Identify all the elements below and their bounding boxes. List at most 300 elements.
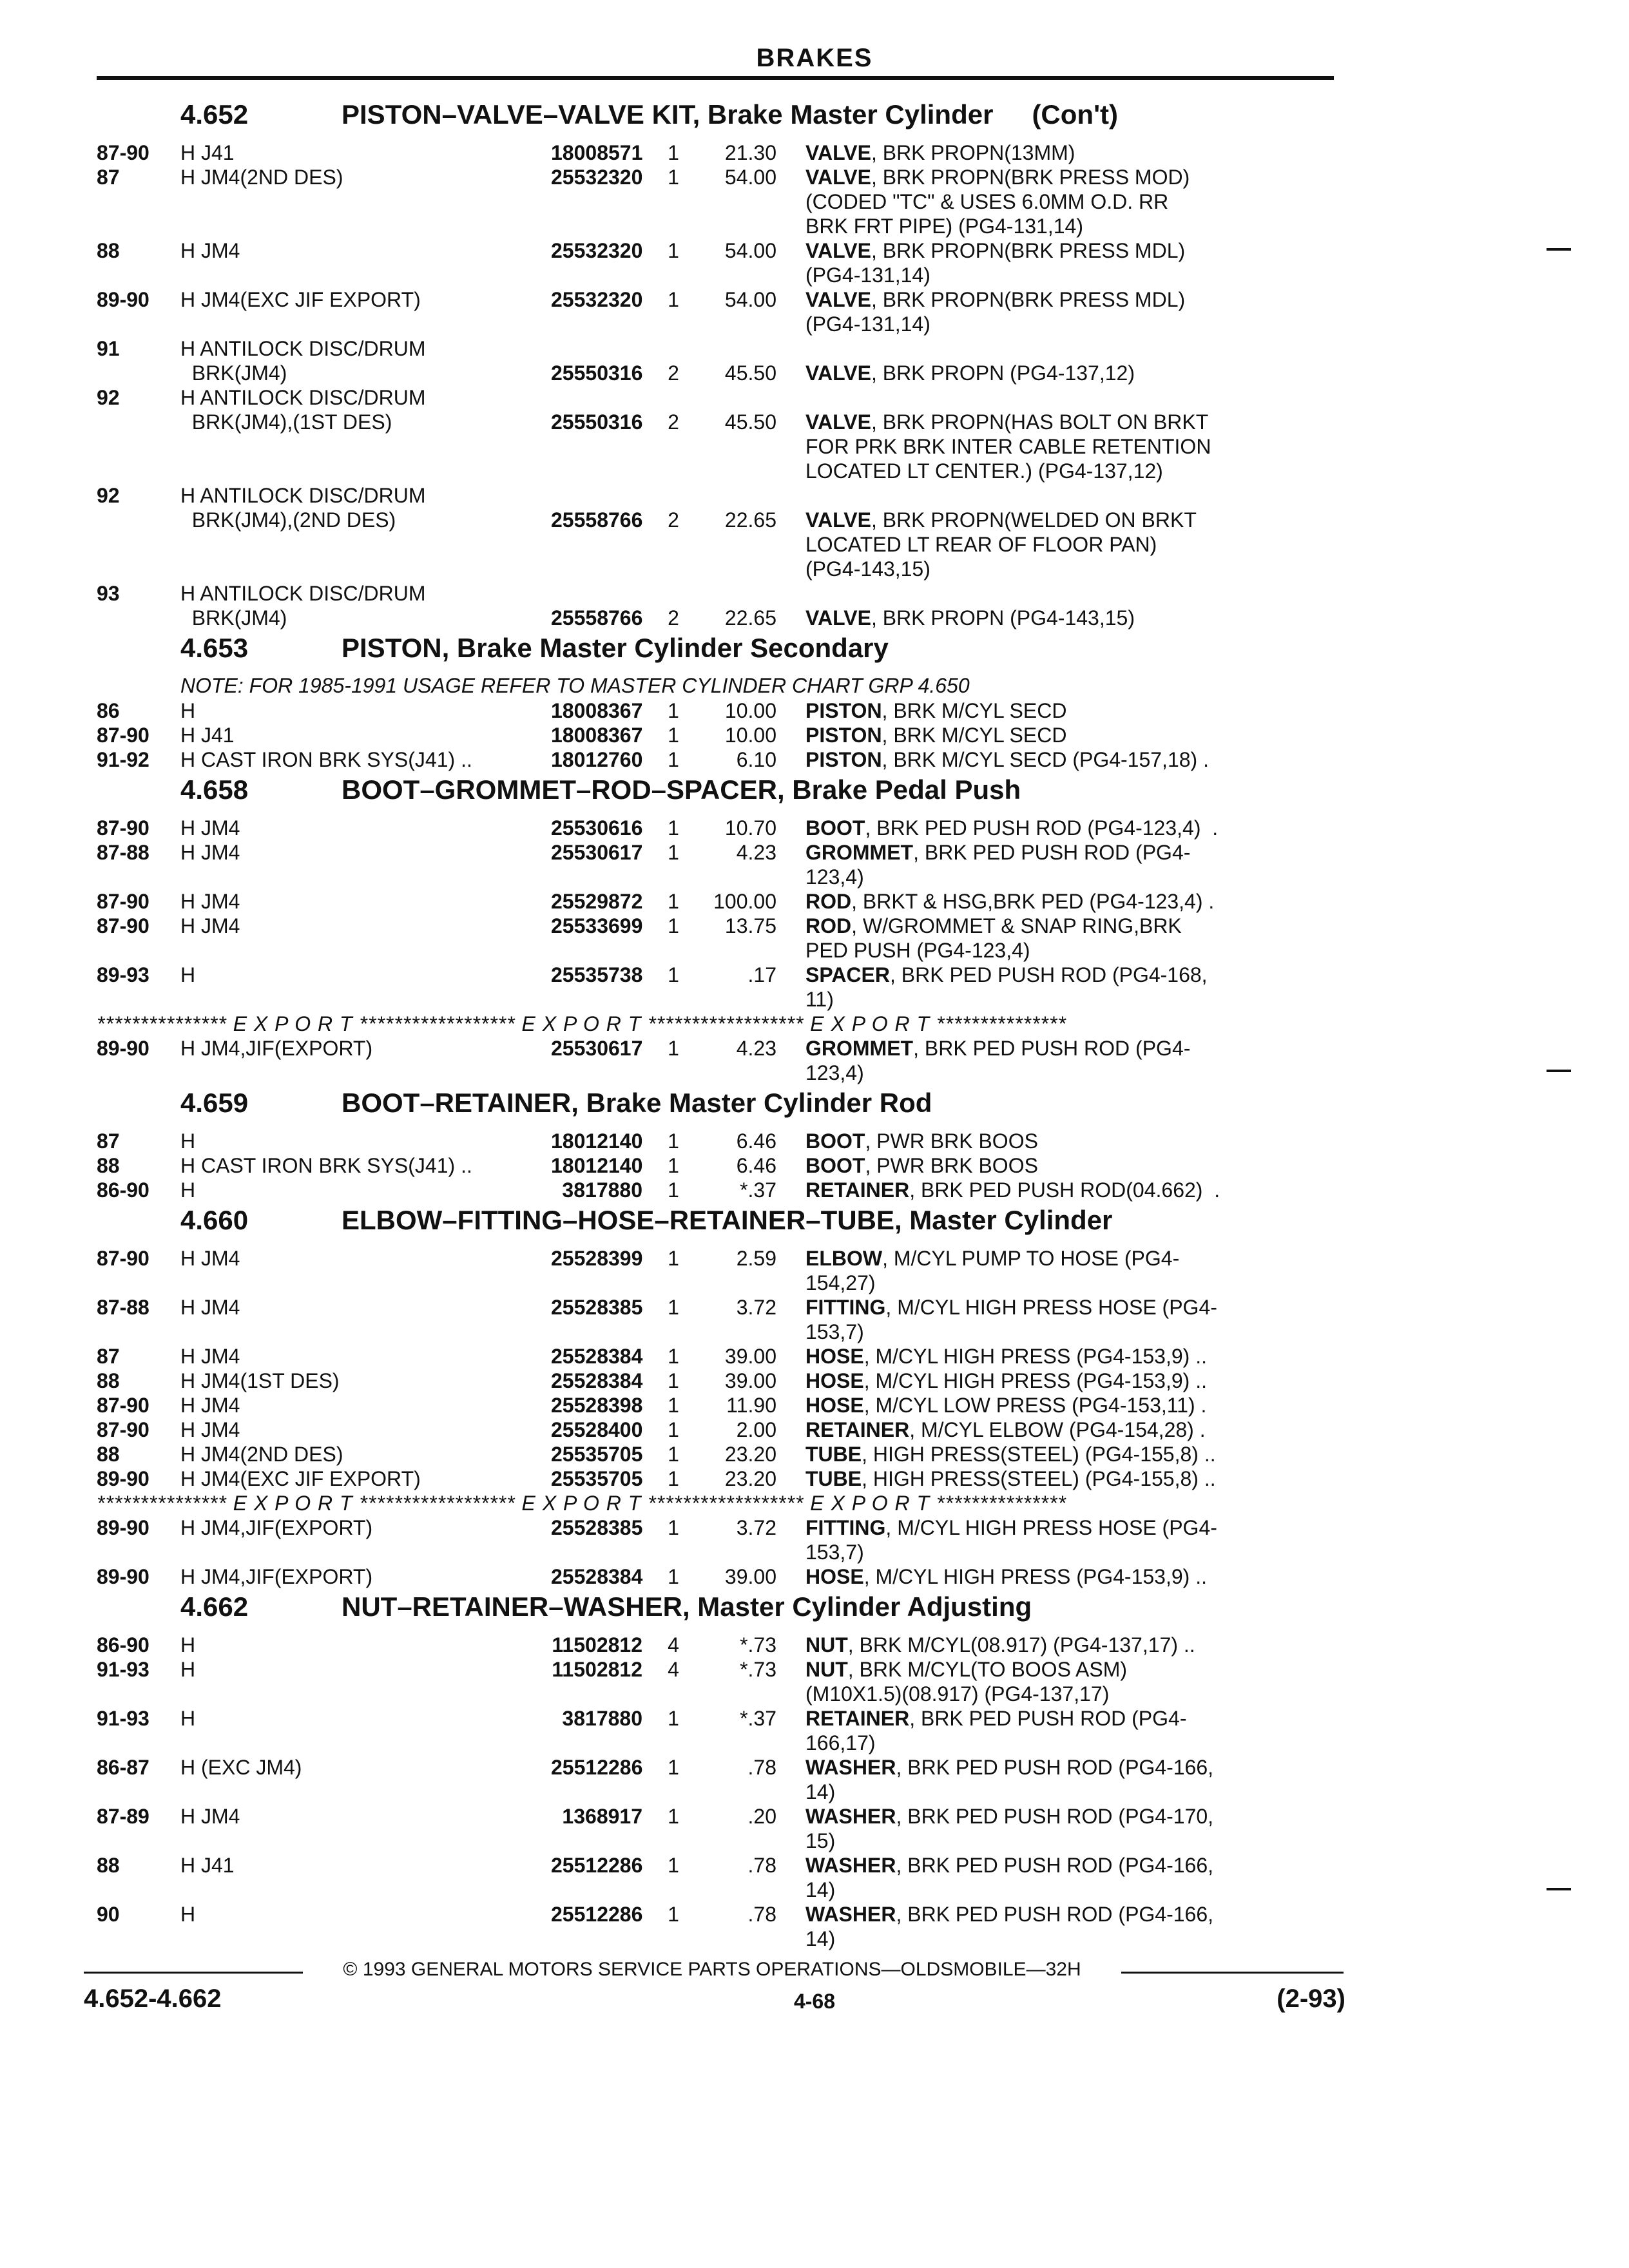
table-row xyxy=(97,1178,1337,1202)
model-years: 91-92 xyxy=(97,748,149,771)
scan-mark xyxy=(1547,1070,1571,1072)
description-keyword: ROD xyxy=(805,890,852,913)
description xyxy=(805,508,1282,581)
description-keyword: WASHER xyxy=(805,1805,896,1828)
quantity: 1 xyxy=(668,1296,679,1319)
description-line xyxy=(805,1418,1282,1442)
table-row xyxy=(97,1804,1337,1853)
description-line xyxy=(805,1369,1282,1393)
description-keyword: NUT xyxy=(805,1633,848,1657)
quantity: 1 xyxy=(668,1805,679,1828)
description-keyword: ROD xyxy=(805,914,852,937)
description-line xyxy=(805,214,1282,238)
section-header xyxy=(97,772,1337,816)
description-line xyxy=(805,1780,1282,1804)
description xyxy=(805,1515,1282,1564)
price: 6.10 xyxy=(736,748,776,771)
application: BRK(JM4),(1ST DES) xyxy=(180,410,392,434)
part-number: 25550316 xyxy=(551,410,643,434)
table-row xyxy=(97,385,1337,410)
section-number: 4.660 xyxy=(180,1205,249,1235)
description-line xyxy=(805,938,1282,963)
price: 21.30 xyxy=(724,141,776,164)
description-line xyxy=(805,1271,1282,1295)
application: H JM4(2ND DES) xyxy=(180,1443,343,1466)
description-line xyxy=(805,914,1282,938)
application: BRK(JM4),(2ND DES) xyxy=(180,508,396,532)
part-number: 25535738 xyxy=(551,963,643,986)
description-line xyxy=(805,1927,1282,1951)
quantity: 1 xyxy=(668,890,679,913)
price: 45.50 xyxy=(724,410,776,434)
application: H JM4 xyxy=(180,816,240,840)
price: .17 xyxy=(747,963,776,986)
description-keyword: VALVE xyxy=(805,239,871,262)
part-number: 18012760 xyxy=(551,748,643,771)
description-text: , BRK PROPN(BRK PRESS MDL) xyxy=(871,239,1186,262)
table-row xyxy=(97,1295,1337,1344)
description xyxy=(805,606,1282,630)
description-text: , BRK M/CYL SECD xyxy=(882,724,1067,747)
description xyxy=(805,1633,1282,1657)
description-text: , BRK PROPN(BRK PRESS MDL) xyxy=(871,288,1186,311)
application: H CAST IRON BRK SYS(J41) .. xyxy=(180,748,472,771)
application: H JM4 xyxy=(180,1247,240,1270)
application: H xyxy=(180,963,196,986)
description-text: , BRK PED PUSH ROD (PG4- xyxy=(913,841,1191,864)
description-line xyxy=(805,1466,1282,1491)
table-row xyxy=(97,1853,1337,1902)
description xyxy=(805,1418,1282,1442)
description-text: , PWR BRK BOOS xyxy=(865,1129,1038,1153)
description xyxy=(805,1393,1282,1418)
quantity: 1 xyxy=(668,239,679,262)
quantity: 1 xyxy=(668,1247,679,1270)
description xyxy=(805,840,1282,889)
quantity: 1 xyxy=(668,1178,679,1202)
price: 10.00 xyxy=(724,699,776,722)
model-years: 87-90 xyxy=(97,816,149,840)
quantity: 1 xyxy=(668,1154,679,1177)
section-number: 4.658 xyxy=(180,774,249,805)
description-line xyxy=(805,1295,1282,1320)
section-header xyxy=(97,1085,1337,1129)
application: H J41 xyxy=(180,141,235,164)
description-text: 14) xyxy=(805,1878,836,1901)
description-text: 15) xyxy=(805,1829,836,1852)
table-row xyxy=(97,606,1337,630)
table-row xyxy=(97,1036,1337,1085)
price: 2.00 xyxy=(736,1418,776,1441)
description xyxy=(805,889,1282,914)
quantity: 1 xyxy=(668,816,679,840)
description-line xyxy=(805,1540,1282,1564)
table-row xyxy=(97,165,1337,238)
application: H JM4 xyxy=(180,914,240,937)
description-text: 123,4) xyxy=(805,865,864,889)
description-text: , W/GROMMET & SNAP RING,BRK xyxy=(851,914,1182,937)
section-note: NOTE: FOR 1985-1991 USAGE REFER TO MASTER CYLINDER CHART GRP 4.650 xyxy=(180,674,970,697)
model-years: 87-90 xyxy=(97,1247,149,1270)
description-keyword: ELBOW xyxy=(805,1247,883,1270)
description-line xyxy=(805,1320,1282,1344)
application: H xyxy=(180,1707,196,1730)
description-line xyxy=(805,1902,1282,1927)
part-number: 25535705 xyxy=(551,1467,643,1490)
description-keyword: FITTING xyxy=(805,1516,886,1539)
description-line xyxy=(805,1657,1282,1682)
part-number: 18012140 xyxy=(551,1154,643,1177)
part-number: 25528398 xyxy=(551,1394,643,1417)
description-text: , BRKT & HSG,BRK PED (PG4-123,4) . xyxy=(851,890,1215,913)
description xyxy=(805,1344,1282,1369)
description xyxy=(805,1036,1282,1085)
description-text: , M/CYL HIGH PRESS (PG4-153,9) .. xyxy=(863,1369,1207,1392)
table-row xyxy=(97,1902,1337,1951)
description xyxy=(805,1853,1282,1902)
description xyxy=(805,698,1282,723)
description-text: 11) xyxy=(805,988,834,1011)
part-number: 25528384 xyxy=(551,1345,643,1368)
price: 54.00 xyxy=(724,239,776,262)
price: *.37 xyxy=(740,1178,776,1202)
description-keyword: BOOT xyxy=(805,1154,865,1177)
section-title: BOOT–RETAINER, Brake Master Cylinder Rod xyxy=(342,1088,932,1118)
description xyxy=(805,361,1282,385)
part-number: 25528400 xyxy=(551,1418,643,1441)
description-line xyxy=(805,165,1282,189)
model-years: 91 xyxy=(97,337,120,360)
continued-label: (Con't) xyxy=(1032,99,1119,130)
quantity: 1 xyxy=(668,1565,679,1588)
description-keyword: HOSE xyxy=(805,1565,864,1588)
description-keyword: VALVE xyxy=(805,166,871,189)
description-text: (PG4-131,14) xyxy=(805,312,930,336)
description xyxy=(805,140,1282,165)
model-years: 89-90 xyxy=(97,1467,149,1490)
description-line xyxy=(805,287,1282,312)
model-years: 87-90 xyxy=(97,724,149,747)
model-years: 87-90 xyxy=(97,1394,149,1417)
part-number: 25512286 xyxy=(551,1756,643,1779)
description-text: FOR PRK BRK INTER CABLE RETENTION xyxy=(805,435,1211,458)
application: H JM4 xyxy=(180,1805,240,1828)
quantity: 1 xyxy=(668,1037,679,1060)
description-line xyxy=(805,459,1282,483)
quantity: 1 xyxy=(668,1903,679,1926)
table-row xyxy=(97,410,1337,483)
description-line xyxy=(805,963,1282,987)
price: 39.00 xyxy=(724,1565,776,1588)
model-years: 87 xyxy=(97,166,120,189)
part-number: 25528385 xyxy=(551,1296,643,1319)
price: 6.46 xyxy=(736,1129,776,1153)
description-line xyxy=(805,889,1282,914)
description-line xyxy=(805,1878,1282,1902)
quantity: 1 xyxy=(668,288,679,311)
description-keyword: RETAINER xyxy=(805,1707,910,1730)
model-years: 88 xyxy=(97,1443,120,1466)
application: H JM4(1ST DES) xyxy=(180,1369,340,1392)
description-text: LOCATED LT CENTER.) (PG4-137,12) xyxy=(805,459,1163,483)
model-years: 92 xyxy=(97,386,120,409)
model-years: 88 xyxy=(97,1854,120,1877)
part-number: 3817880 xyxy=(562,1178,642,1202)
description-keyword: WASHER xyxy=(805,1756,896,1779)
price: 54.00 xyxy=(724,166,776,189)
model-years: 87-89 xyxy=(97,1805,149,1828)
table-row xyxy=(97,816,1337,840)
application: BRK(JM4) xyxy=(180,606,287,629)
description-text: LOCATED LT REAR OF FLOOR PAN) xyxy=(805,533,1157,556)
table-row xyxy=(97,1153,1337,1178)
quantity: 4 xyxy=(668,1658,679,1681)
footer-page-number: 4-68 xyxy=(793,1990,836,2013)
footer-rule-left xyxy=(84,1972,303,1974)
price: .20 xyxy=(747,1805,776,1828)
part-number: 25532320 xyxy=(551,166,643,189)
quantity: 2 xyxy=(668,508,679,532)
model-years: 86 xyxy=(97,699,120,722)
model-years: 89-90 xyxy=(97,1516,149,1539)
description-line xyxy=(805,140,1282,165)
description-text: 14) xyxy=(805,1927,836,1950)
description xyxy=(805,1706,1282,1755)
quantity: 1 xyxy=(668,1756,679,1779)
price: 4.23 xyxy=(736,1037,776,1060)
description-keyword: VALVE xyxy=(805,606,871,629)
description-keyword: SPACER xyxy=(805,963,890,986)
table-row xyxy=(97,747,1337,772)
quantity: 1 xyxy=(668,1129,679,1153)
model-years: 87-90 xyxy=(97,890,149,913)
description-text: , BRK PROPN(HAS BOLT ON BRKT xyxy=(871,410,1209,434)
description-text: (CODED "TC" & USES 6.0MM O.D. RR xyxy=(805,190,1169,213)
table-row xyxy=(97,889,1337,914)
description-text: 14) xyxy=(805,1780,836,1803)
description xyxy=(805,1466,1282,1491)
quantity: 4 xyxy=(668,1633,679,1657)
table-row xyxy=(97,1369,1337,1393)
description-keyword: WASHER xyxy=(805,1903,896,1926)
section-header xyxy=(97,1589,1337,1633)
quantity: 1 xyxy=(668,1443,679,1466)
export-divider: *************** E X P O R T ****************** E X P O R T ****************** E X P O R T *************** xyxy=(97,1492,1066,1515)
application: H J41 xyxy=(180,1854,235,1877)
description-text: , BRK PROPN (PG4-143,15) xyxy=(871,606,1135,629)
application: H xyxy=(180,1178,196,1202)
table-row xyxy=(97,1246,1337,1295)
model-years: 92 xyxy=(97,484,120,507)
description-text: 153,7) xyxy=(805,1541,864,1564)
price: .78 xyxy=(747,1903,776,1926)
section-number: 4.659 xyxy=(180,1088,249,1118)
application: H JM4 xyxy=(180,1394,240,1417)
description-line xyxy=(805,606,1282,630)
description xyxy=(805,1369,1282,1393)
model-years: 89-93 xyxy=(97,963,149,986)
part-number: 18008571 xyxy=(551,141,643,164)
description-line xyxy=(805,1633,1282,1657)
application: H xyxy=(180,1129,196,1153)
description-text: , M/CYL HIGH PRESS (PG4-153,9) .. xyxy=(863,1345,1207,1368)
price: 22.65 xyxy=(724,606,776,629)
table-row xyxy=(97,238,1337,287)
description xyxy=(805,914,1282,963)
model-years: 93 xyxy=(97,582,120,605)
part-number: 25550316 xyxy=(551,361,643,385)
price: 23.20 xyxy=(724,1443,776,1466)
description-text: , HIGH PRESS(STEEL) (PG4-155,8) .. xyxy=(862,1467,1216,1490)
part-number: 11502812 xyxy=(552,1658,642,1681)
table-row xyxy=(97,840,1337,889)
model-years: 91-93 xyxy=(97,1658,149,1681)
description-text: , BRK PROPN(13MM) xyxy=(871,141,1075,164)
description-line xyxy=(805,508,1282,532)
description-text: , M/CYL PUMP TO HOSE (PG4- xyxy=(882,1247,1180,1270)
description-text: BRK FRT PIPE) (PG4-131,14) xyxy=(805,215,1083,238)
description-text: , M/CYL HIGH PRESS HOSE (PG4- xyxy=(885,1296,1217,1319)
description-keyword: PISTON xyxy=(805,699,882,722)
description-line xyxy=(805,263,1282,287)
part-number: 3817880 xyxy=(562,1707,642,1730)
description xyxy=(805,1442,1282,1466)
description-keyword: PISTON xyxy=(805,724,882,747)
description-text: , BRK PED PUSH ROD (PG4-166, xyxy=(896,1903,1214,1926)
part-number: 25528399 xyxy=(551,1247,643,1270)
description-text: , BRK PED PUSH ROD (PG4-170, xyxy=(896,1805,1214,1828)
part-number: 25558766 xyxy=(551,508,643,532)
description-line xyxy=(805,557,1282,581)
quantity: 2 xyxy=(668,606,679,629)
footer-copyright: © 1993 GENERAL MOTORS SERVICE PARTS OPERATIONS—OLDSMOBILE—32H xyxy=(343,1959,1081,1980)
model-years: 87 xyxy=(97,1129,120,1153)
description-keyword: BOOT xyxy=(805,1129,865,1153)
description xyxy=(805,747,1282,772)
description xyxy=(805,1129,1282,1153)
description-keyword: FITTING xyxy=(805,1296,886,1319)
application: H JM4 xyxy=(180,1345,240,1368)
quantity: 1 xyxy=(668,748,679,771)
description-keyword: RETAINER xyxy=(805,1178,910,1202)
quantity: 1 xyxy=(668,1854,679,1877)
model-years: 86-87 xyxy=(97,1756,149,1779)
description xyxy=(805,963,1282,1012)
part-number: 25558766 xyxy=(551,606,643,629)
application: H xyxy=(180,1658,196,1681)
description-text: , BRK M/CYL(08.917) (PG4-137,17) .. xyxy=(847,1633,1195,1657)
description-line xyxy=(805,1515,1282,1540)
scan-mark xyxy=(1547,248,1571,251)
quantity: 1 xyxy=(668,841,679,864)
export-divider: *************** E X P O R T ****************** E X P O R T ****************** E X P O R T *************** xyxy=(97,1012,1066,1035)
description xyxy=(805,238,1282,287)
table-row xyxy=(97,1418,1337,1442)
description-keyword: VALVE xyxy=(805,288,871,311)
description-line xyxy=(805,1706,1282,1731)
description-keyword: VALVE xyxy=(805,361,871,385)
description-keyword: PISTON xyxy=(805,748,882,771)
footer-section-range: 4.652-4.662 xyxy=(84,1984,222,2013)
description-line xyxy=(805,816,1282,840)
description xyxy=(805,1178,1282,1202)
application: H JM4 xyxy=(180,239,240,262)
quantity: 2 xyxy=(668,361,679,385)
description-text: , BRK PED PUSH ROD (PG4-166, xyxy=(896,1756,1214,1779)
description-text: , HIGH PRESS(STEEL) (PG4-155,8) .. xyxy=(862,1443,1216,1466)
quantity: 1 xyxy=(668,1345,679,1368)
description-text: , BRK M/CYL(TO BOOS ASM) xyxy=(847,1658,1128,1681)
description-text: , BRK PED PUSH ROD (PG4-168, xyxy=(889,963,1208,986)
description-text: , M/CYL HIGH PRESS (PG4-153,9) .. xyxy=(863,1565,1207,1588)
application: H JM4(EXC JIF EXPORT) xyxy=(180,288,421,311)
table-row xyxy=(97,723,1337,747)
description xyxy=(805,1804,1282,1853)
quantity: 1 xyxy=(668,963,679,986)
application: H JM4 xyxy=(180,1418,240,1441)
description-text: , BRK PED PUSH ROD (PG4- xyxy=(913,1037,1191,1060)
description xyxy=(805,723,1282,747)
description xyxy=(805,1246,1282,1295)
quantity: 1 xyxy=(668,1516,679,1539)
model-years: 87-90 xyxy=(97,914,149,937)
price: 6.46 xyxy=(736,1154,776,1177)
description-keyword: HOSE xyxy=(805,1394,864,1417)
description-line xyxy=(805,1853,1282,1878)
description-line xyxy=(805,189,1282,214)
model-years: 90 xyxy=(97,1903,120,1926)
table-row xyxy=(97,1515,1337,1564)
application: H ANTILOCK DISC/DRUM xyxy=(180,386,426,409)
section-title: BOOT–GROMMET–ROD–SPACER, Brake Pedal Push xyxy=(342,774,1021,805)
application: H JM4,JIF(EXPORT) xyxy=(180,1516,373,1539)
part-number: 25530617 xyxy=(551,1037,643,1060)
model-years: 88 xyxy=(97,1369,120,1392)
price: 3.72 xyxy=(736,1296,776,1319)
description-keyword: HOSE xyxy=(805,1345,864,1368)
price: .78 xyxy=(747,1854,776,1877)
model-years: 89-90 xyxy=(97,1037,149,1060)
part-number: 25533699 xyxy=(551,914,643,937)
price: 22.65 xyxy=(724,508,776,532)
price: 2.59 xyxy=(736,1247,776,1270)
description xyxy=(805,1295,1282,1344)
table-row xyxy=(97,914,1337,963)
application: H (EXC JM4) xyxy=(180,1756,302,1779)
price: .78 xyxy=(747,1756,776,1779)
table-row xyxy=(97,336,1337,361)
description-text: , BRK M/CYL SECD (PG4-157,18) . xyxy=(882,748,1209,771)
description xyxy=(805,165,1282,238)
table-row xyxy=(97,1442,1337,1466)
model-years: 91-93 xyxy=(97,1707,149,1730)
part-number: 25532320 xyxy=(551,239,643,262)
description-line xyxy=(805,1829,1282,1853)
description-line xyxy=(805,361,1282,385)
application: H JM4(2ND DES) xyxy=(180,166,343,189)
part-number: 25528385 xyxy=(551,1516,643,1539)
table-row xyxy=(97,508,1337,581)
description-keyword: NUT xyxy=(805,1658,848,1681)
table-row xyxy=(97,1466,1337,1491)
description-line xyxy=(805,1246,1282,1271)
description-line xyxy=(805,1129,1282,1153)
description-keyword: TUBE xyxy=(805,1467,862,1490)
footer-rule-right xyxy=(1121,1972,1344,1974)
part-number: 25535705 xyxy=(551,1443,643,1466)
part-number: 25512286 xyxy=(551,1854,643,1877)
quantity: 1 xyxy=(668,1467,679,1490)
